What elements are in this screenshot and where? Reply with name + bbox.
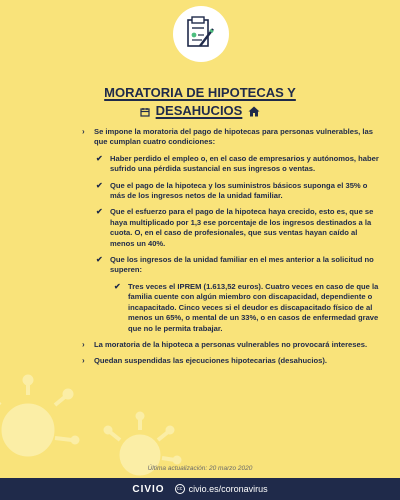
house-icon — [248, 106, 260, 117]
checkmark-icon: ✔ — [96, 255, 103, 265]
list-item — [82, 127, 382, 148]
document-edit-icon — [184, 16, 218, 52]
title-line-2: DESAHUCIOS — [155, 103, 243, 118]
chevron-right-icon: › — [82, 127, 85, 136]
list-item — [96, 154, 382, 175]
item-text: Quedan suspendidas las ejecuciones hipotecarias (desahucios). — [94, 356, 327, 366]
page-title — [0, 84, 400, 120]
list-item — [82, 356, 382, 366]
list-item — [82, 340, 382, 350]
footer-bar — [0, 478, 400, 500]
list-item — [96, 181, 382, 202]
condition-text: Que el pago de la hipoteca y los suministros básicos suponga el 35% o más de los ingresos netos de la unidad familiar. — [110, 180, 368, 201]
chevron-right-icon: › — [82, 339, 85, 349]
chevron-right-icon: › — [82, 356, 85, 366]
checkmark-icon: ✔ — [114, 281, 121, 291]
condition-text: Tres veces el IPREM (1.613,52 euros). Cuatro veces en caso de que la familia cuente con algún miembro con discapacidad, dependiente o incapacitado. Cinco veces si el deudor es discapacitado físico de al menos un 65%, o mental de un 33%, o en casos de enfermedad grave que no le permita trabajar. — [128, 281, 379, 333]
list-item — [114, 282, 382, 334]
item-text: La moratoria de la hipoteca a personas vulnerables no provocará intereses. — [94, 339, 368, 349]
calendar-icon — [140, 107, 150, 117]
condition-text: Que el esfuerzo para el pago de la hipoteca haya crecido, esto es, que se haya multiplicado por 1,3 ese porcentaje de los ingresos destinados a la cuota. O, en el caso de profesionales, que sus ventas hayan caído al menos un 40%. — [110, 207, 374, 248]
update-date: Última actualización: 20 marzo 2020 — [147, 465, 253, 472]
checkmark-icon: ✔ — [96, 153, 103, 163]
list-item — [96, 207, 382, 249]
title-line-1: MORATORIA DE HIPOTECAS Y — [104, 85, 296, 100]
creative-commons-icon: cc — [175, 484, 185, 494]
list-item — [96, 255, 382, 276]
checkmark-icon: ✔ — [96, 180, 103, 190]
condition-text: Que los ingresos de la unidad familiar en el mes anterior a la solicitud no superen: — [110, 255, 374, 275]
content-list — [82, 127, 382, 373]
brand-logo: CIVIO — [132, 483, 165, 495]
item-text: Se impone la moratoria del pago de hipotecas para personas vulnerables, las que cumplan cuatro condiciones: — [94, 127, 373, 147]
header-document-icon-badge — [173, 6, 229, 62]
footer-url[interactable]: civio.es/coronavirus — [188, 484, 268, 494]
condition-text: Haber perdido el empleo o, en el caso de empresarios y autónomos, haber sufrido una pérdida sustancial en sus ingresos o ventas. — [110, 153, 379, 174]
checkmark-icon: ✔ — [96, 207, 103, 217]
